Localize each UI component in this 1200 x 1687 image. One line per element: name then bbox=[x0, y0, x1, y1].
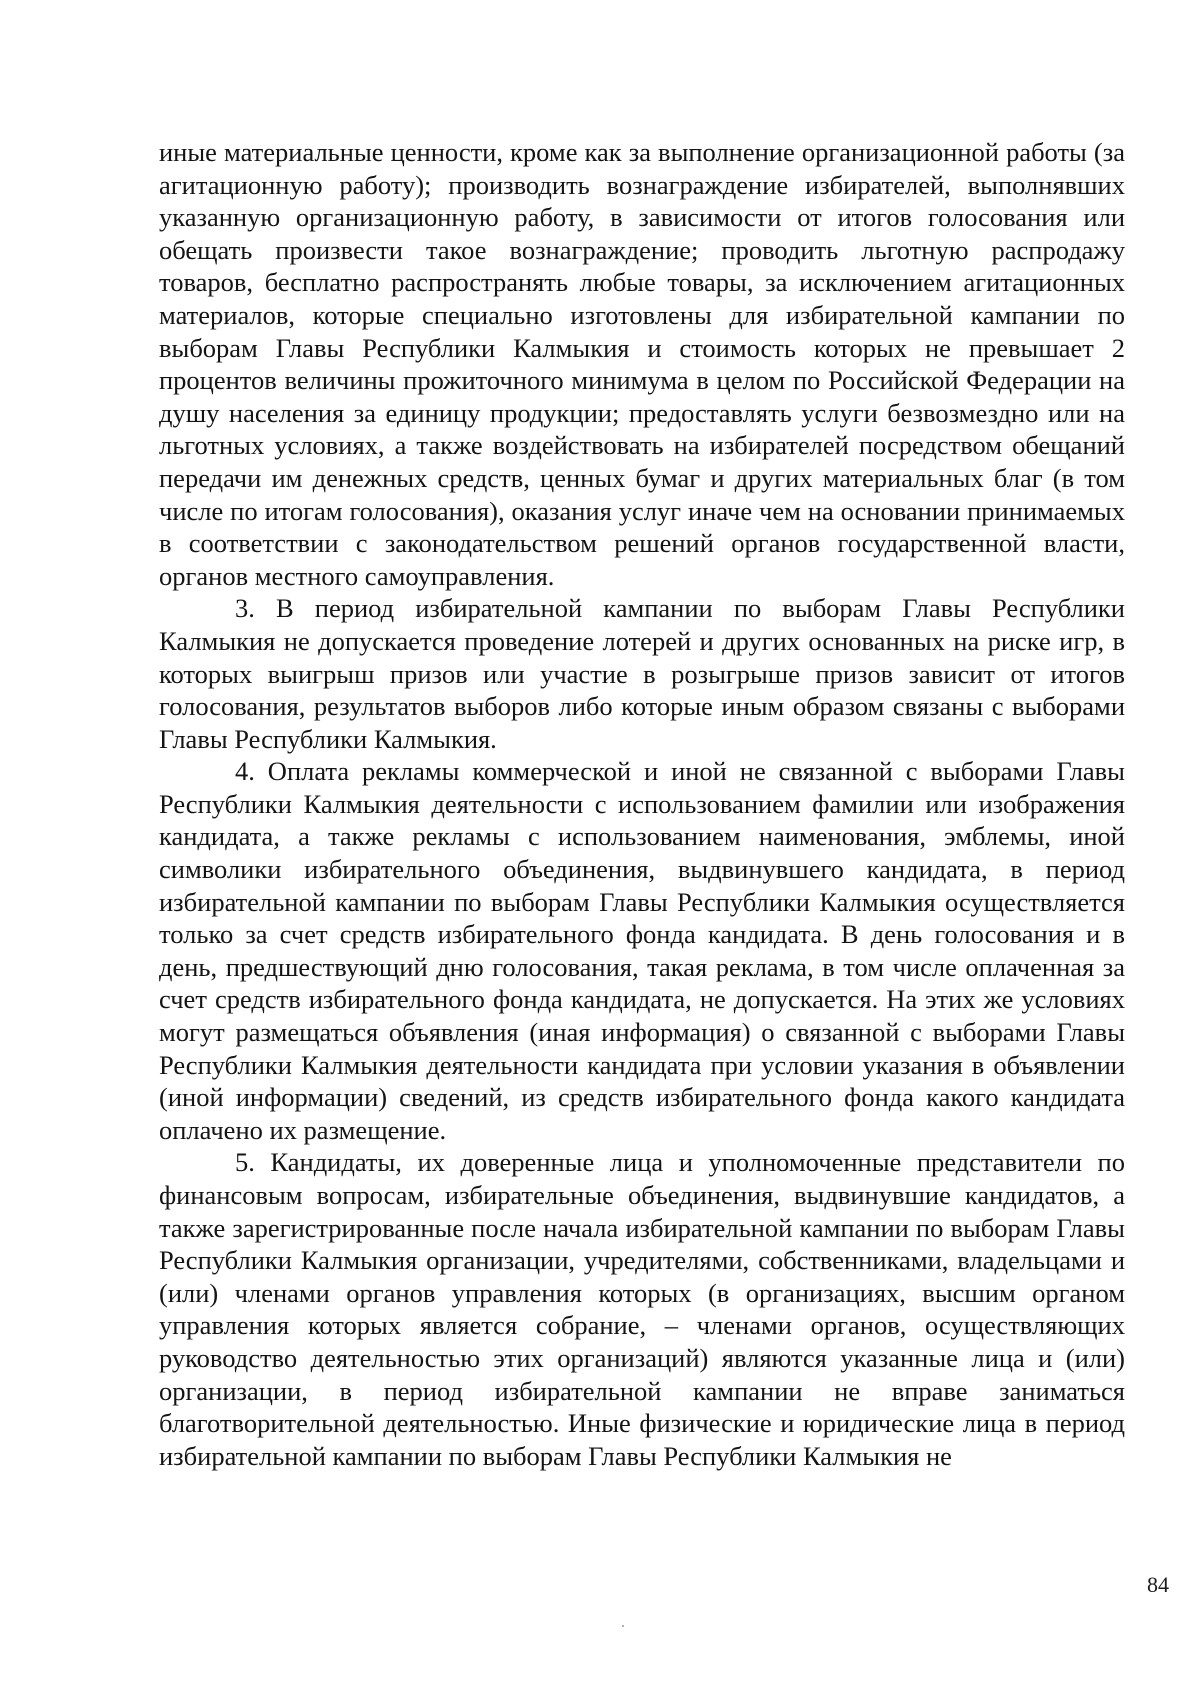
paragraph-continuation: иные материальные ценности, кроме как за выполнение организационной работы (за агитационную работу); производить вознаграждение избирателей, выполнявших указанную организационную работу, в зависимости от итогов голосования или обещать произвести такое вознаграждение; проводить льготную распродажу товаров, бесплатно распространять любые товары, за исключением агитационных материалов, которые специально изготовлены для избирательной кампании по выборам Главы Республики Калмыкия и стоимость которых не превышает 2 процентов величины прожиточного минимума в целом по Российской Федерации на душу населения за единицу продукции; предоставлять услуги безвозмездно или на льготных условиях, а также воздействовать на избирателей посредством обещаний передачи им денежных средств, ценных бумаг и других материальных благ (в том числе по итогам голосования), оказания услуг иначе чем на основании принимаемых в соответствии с законодательством решений органов государственной власти, органов местного самоуправления. bbox=[159, 137, 1125, 591]
paragraph-3: 3. В период избирательной кампании по выборам Главы Республики Калмыкия не допускается проведение лотерей и других основанных на риске игр, в которых выигрыш призов или участие в розыгрыше призов зависит от итогов голосования, результатов выборов либо которые иным образом связаны с выборами Главы Республики Калмыкия. bbox=[159, 593, 1125, 754]
paragraph-5: 5. Кандидаты, их доверенные лица и уполномоченные представители по финансовым вопросам, избирательные объединения, выдвинувшие кандидатов, а также зарегистрированные после начала избирательной кампании по выборам Главы Республики Калмыкия организации, учредителями, собственниками, владельцами и (или) членами органов управления которых (в организациях, высшим органом управления которых является собрание, – членами органов, осуществляющих руководство деятельностью этих организаций) являются указанные лица и (или) организации, в период избирательной кампании не вправе заниматься благотворительной деятельностью. Иные физические и юридические лица в период избирательной кампании по выборам Главы Республики Калмыкия не bbox=[159, 1147, 1125, 1471]
page-number: 84 bbox=[1147, 1572, 1169, 1597]
body-text bbox=[159, 136, 1125, 1472]
paragraph-4: 4. Оплата рекламы коммерческой и иной не связанной с выборами Главы Республики Калмыкия деятельности с использованием фамилии или изображения кандидата, а также рекламы с использованием наименования, эмблемы, иной символики избирательного объединения, выдвинувшего кандидата, в период избирательной кампании по выборам Главы Республики Калмыкия осуществляется только за счет средств избирательного фонда кандидата. В день голосования и в день, предшествующий дню голосования, такая реклама, в том числе оплаченная за счет средств избирательного фонда кандидата, не допускается. На этих же условиях могут размещаться объявления (иная информация) о связанной с выборами Главы Республики Калмыкия деятельности кандидата при условии указания в объявлении (иной информации) сведений, из средств избирательного фонда какого кандидата оплачено их размещение. bbox=[159, 756, 1125, 1145]
scan-artifact bbox=[622, 1625, 624, 1627]
